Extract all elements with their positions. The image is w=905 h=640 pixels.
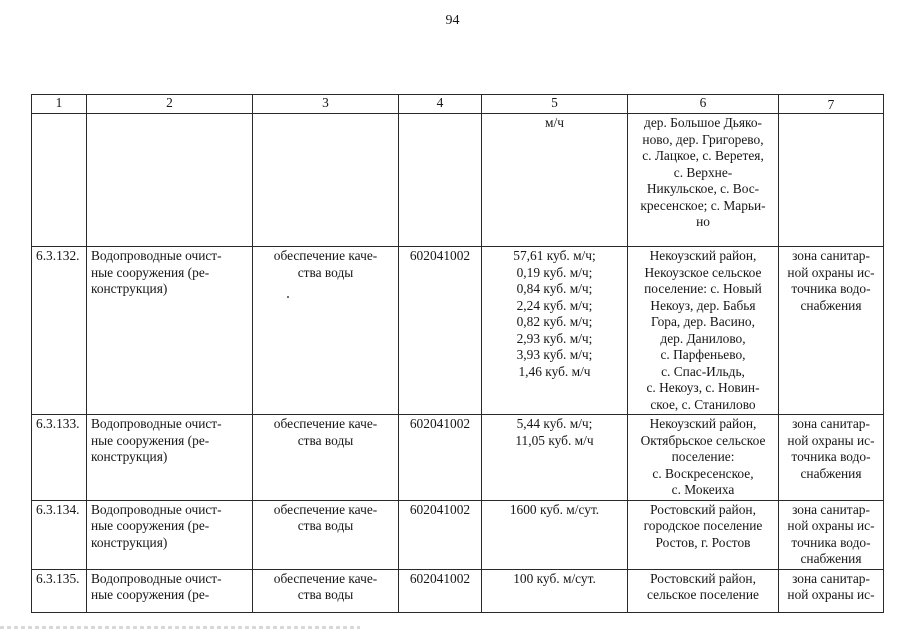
document-table — [31, 94, 884, 613]
object-zone: зона санитар- ной охраны ис- точника водо- снабжения — [779, 500, 884, 569]
table-row — [32, 415, 884, 501]
column-header-2: 2 — [87, 95, 253, 114]
object-location: Некоузский район, Некоузское сельское поселение: с. Новый Некоуз, дер. Бабья Гора, дер. Васино, дер. Данилово, с. Парфеньево, с. Спас-Ильдь, с. Некоуз, с. Новин- ское, с. Станилово — [628, 247, 779, 415]
object-code: 602041002 — [399, 247, 482, 415]
row-number: 6.3.135. — [32, 569, 87, 612]
object-capacity: 57,61 куб. м/ч; 0,19 куб. м/ч; 0,84 куб. м/ч; 2,24 куб. м/ч; 0,82 куб. м/ч; 2,93 куб. м/ч; 3,93 куб. м/ч; 1,46 куб. м/ч — [482, 247, 628, 415]
object-location: Ростовский район, городское поселение Ростов, г. Ростов — [628, 500, 779, 569]
object-capacity: 100 куб. м/сут. — [482, 569, 628, 612]
row-number: 6.3.133. — [32, 415, 87, 501]
object-location: дер. Большое Дьяко- ново, дер. Григорево, с. Лацкое, с. Веретея, с. Верхне- Никульское, с. Вос- кресенское; с. Марьи- но — [628, 114, 779, 247]
column-header-6: 6 — [628, 95, 779, 114]
object-zone: зона санитар- ной охраны ис- точника водо- снабжения — [779, 415, 884, 501]
column-header-4: 4 — [399, 95, 482, 114]
object-code: 602041002 — [399, 569, 482, 612]
object-purpose: обеспечение каче- ства воды — [253, 247, 399, 415]
table-row — [32, 114, 884, 247]
object-name: Водопроводные очист- ные сооружения (ре- конструкция) — [87, 500, 253, 569]
object-name: Водопроводные очист- ные сооружения (ре- конструкция) — [87, 415, 253, 501]
scan-speck — [287, 296, 289, 298]
object-code — [399, 114, 482, 247]
scan-noise-line — [0, 626, 360, 629]
object-code: 602041002 — [399, 415, 482, 501]
header-row — [32, 95, 884, 114]
object-zone: зона санитар- ной охраны ис- — [779, 569, 884, 612]
object-zone — [779, 114, 884, 247]
object-purpose — [253, 114, 399, 247]
object-code: 602041002 — [399, 500, 482, 569]
object-purpose: обеспечение каче- ства воды — [253, 415, 399, 501]
object-capacity: 5,44 куб. м/ч; 11,05 куб. м/ч — [482, 415, 628, 501]
object-zone: зона санитар- ной охраны ис- точника водо- снабжения — [779, 247, 884, 415]
row-number: 6.3.134. — [32, 500, 87, 569]
column-header-5: 5 — [482, 95, 628, 114]
object-capacity: м/ч — [482, 114, 628, 247]
column-header-1: 1 — [32, 95, 87, 114]
object-location: Ростовский район, сельское поселение — [628, 569, 779, 612]
object-name — [87, 114, 253, 247]
object-location: Некоузский район, Октябрьское сельское поселение: с. Воскресенское, с. Мокеиха — [628, 415, 779, 501]
object-purpose: обеспечение каче- ства воды — [253, 500, 399, 569]
object-name: Водопроводные очист- ные сооружения (ре- конструкция) — [87, 247, 253, 415]
row-number — [32, 114, 87, 247]
column-header-3: 3 — [253, 95, 399, 114]
table-row — [32, 569, 884, 612]
column-header-7: 7 — [779, 95, 884, 114]
row-number: 6.3.132. — [32, 247, 87, 415]
table-row — [32, 247, 884, 415]
page-number: 94 — [445, 13, 460, 28]
object-name: Водопроводные очист- ные сооружения (ре- — [87, 569, 253, 612]
object-capacity: 1600 куб. м/сут. — [482, 500, 628, 569]
table-row — [32, 500, 884, 569]
object-purpose: обеспечение каче- ства воды — [253, 569, 399, 612]
